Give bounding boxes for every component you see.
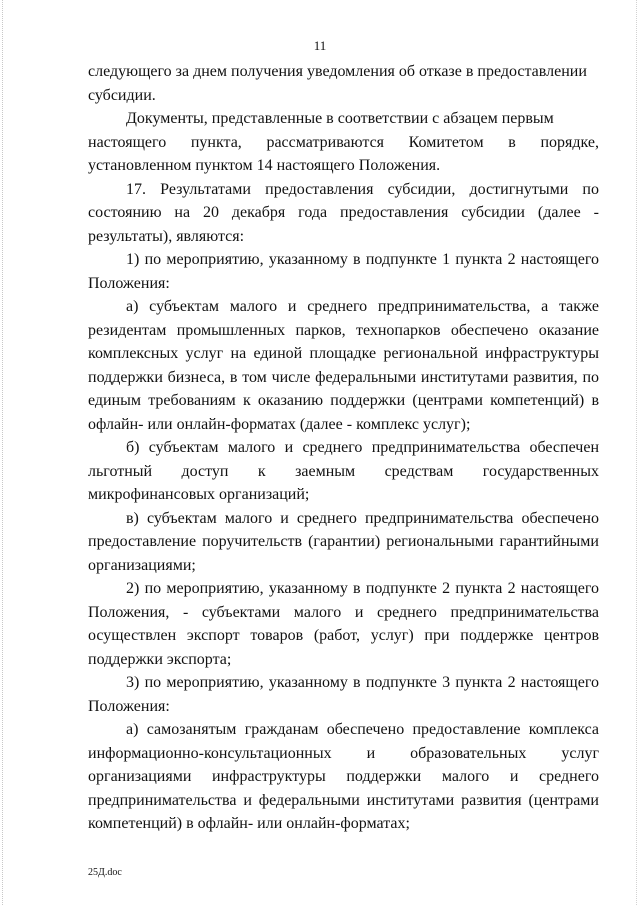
paragraph-subitem-3a bbox=[88, 718, 599, 836]
text-line: предоставление поручительств (гарантии) региональными гарантийными bbox=[88, 533, 599, 550]
scan-edge-left bbox=[2, 0, 4, 905]
paragraph-subitem-1a bbox=[88, 295, 599, 436]
text-line: комплексных услуг на единой площадке региональной инфраструктуры bbox=[88, 345, 599, 362]
footer-filename: 25Д.doc bbox=[88, 867, 122, 878]
text-line: предпринимательства и федеральными институтами развития (центрами bbox=[88, 791, 599, 809]
text-line: в) субъектам малого и среднего предпринимательства обеспечено bbox=[126, 509, 599, 527]
paragraph-subitem-1b bbox=[88, 436, 599, 507]
scan-edge-right bbox=[636, 0, 638, 905]
text-line: 17. Результатами предоставления субсидии, достигнутыми по bbox=[126, 180, 599, 198]
text-line: 2) по мероприятию, указанному в подпункте 2 пункта 2 настоящего bbox=[126, 580, 599, 597]
paragraph-subitem-1v bbox=[88, 507, 599, 578]
text-line: резидентам промышленных парков, технопарков обеспечено оказание bbox=[88, 321, 599, 339]
text-line: настоящего пункта, рассматриваются Комитетом в порядке, bbox=[88, 133, 599, 151]
page-number: 11 bbox=[313, 38, 327, 53]
text-line: субсидии. bbox=[88, 86, 156, 104]
text-line: б) субъектам малого и среднего предпринимательства обеспечен bbox=[126, 439, 599, 456]
text-line: поддержки экспорта; bbox=[88, 650, 232, 668]
text-line: Положения, - субъектами малого и среднего предпринимательства bbox=[88, 603, 599, 621]
text-line: организациями инфраструктуры поддержки малого и среднего bbox=[88, 768, 599, 785]
text-line: Документы, представленные в соответствии с абзацем первым bbox=[126, 110, 554, 127]
text-line: компетенций) в офлайн- или онлайн-форматах; bbox=[88, 815, 410, 832]
text-line: офлайн- или онлайн-форматах (далее - комплекс услуг); bbox=[88, 415, 471, 433]
text-line: а) субъектам малого и среднего предпринимательства, а также bbox=[126, 298, 599, 315]
text-line: состоянию на 20 декабря года предоставления субсидии (далее - bbox=[88, 204, 599, 221]
text-line: осуществлен экспорт товаров (работ, услуг) при поддержке центров bbox=[88, 627, 599, 644]
text-line: льготный доступ к заемным средствам государственных bbox=[88, 462, 599, 480]
paragraph-documents bbox=[88, 107, 599, 178]
text-line: Положения: bbox=[88, 697, 170, 715]
paragraph-subitem-1 bbox=[88, 248, 599, 295]
text-line: результаты), являются: bbox=[88, 227, 245, 245]
paragraph-continuation bbox=[88, 60, 599, 107]
paragraph-subitem-3 bbox=[88, 671, 599, 718]
text-line: Положения: bbox=[88, 274, 170, 292]
text-line: а) самозанятым гражданам обеспечено предоставление комплекса bbox=[126, 721, 599, 738]
text-line: 3) по мероприятию, указанному в подпункте 3 пункта 2 настоящего bbox=[126, 674, 599, 691]
text-line: информационно-консультационных и образовательных услуг bbox=[88, 744, 599, 762]
paragraph-point-17 bbox=[88, 178, 599, 249]
text-line: микрофинансовых организаций; bbox=[88, 486, 310, 503]
document-body bbox=[88, 60, 599, 836]
text-line: 1) по мероприятию, указанному в подпункте 1 пункта 2 настоящего bbox=[126, 251, 599, 268]
text-line: установленном пунктом 14 настоящего Положения. bbox=[88, 157, 441, 174]
text-line: поддержки бизнеса, в том числе федеральными институтами развития, по bbox=[88, 368, 599, 386]
text-line: единым требованиям к оказанию поддержки (центрами компетенций) в bbox=[88, 392, 599, 409]
text-line: организациями; bbox=[88, 556, 196, 574]
text-line: следующего за днем получения уведомления об отказе в предоставлении bbox=[88, 63, 587, 80]
paragraph-subitem-2 bbox=[88, 577, 599, 671]
